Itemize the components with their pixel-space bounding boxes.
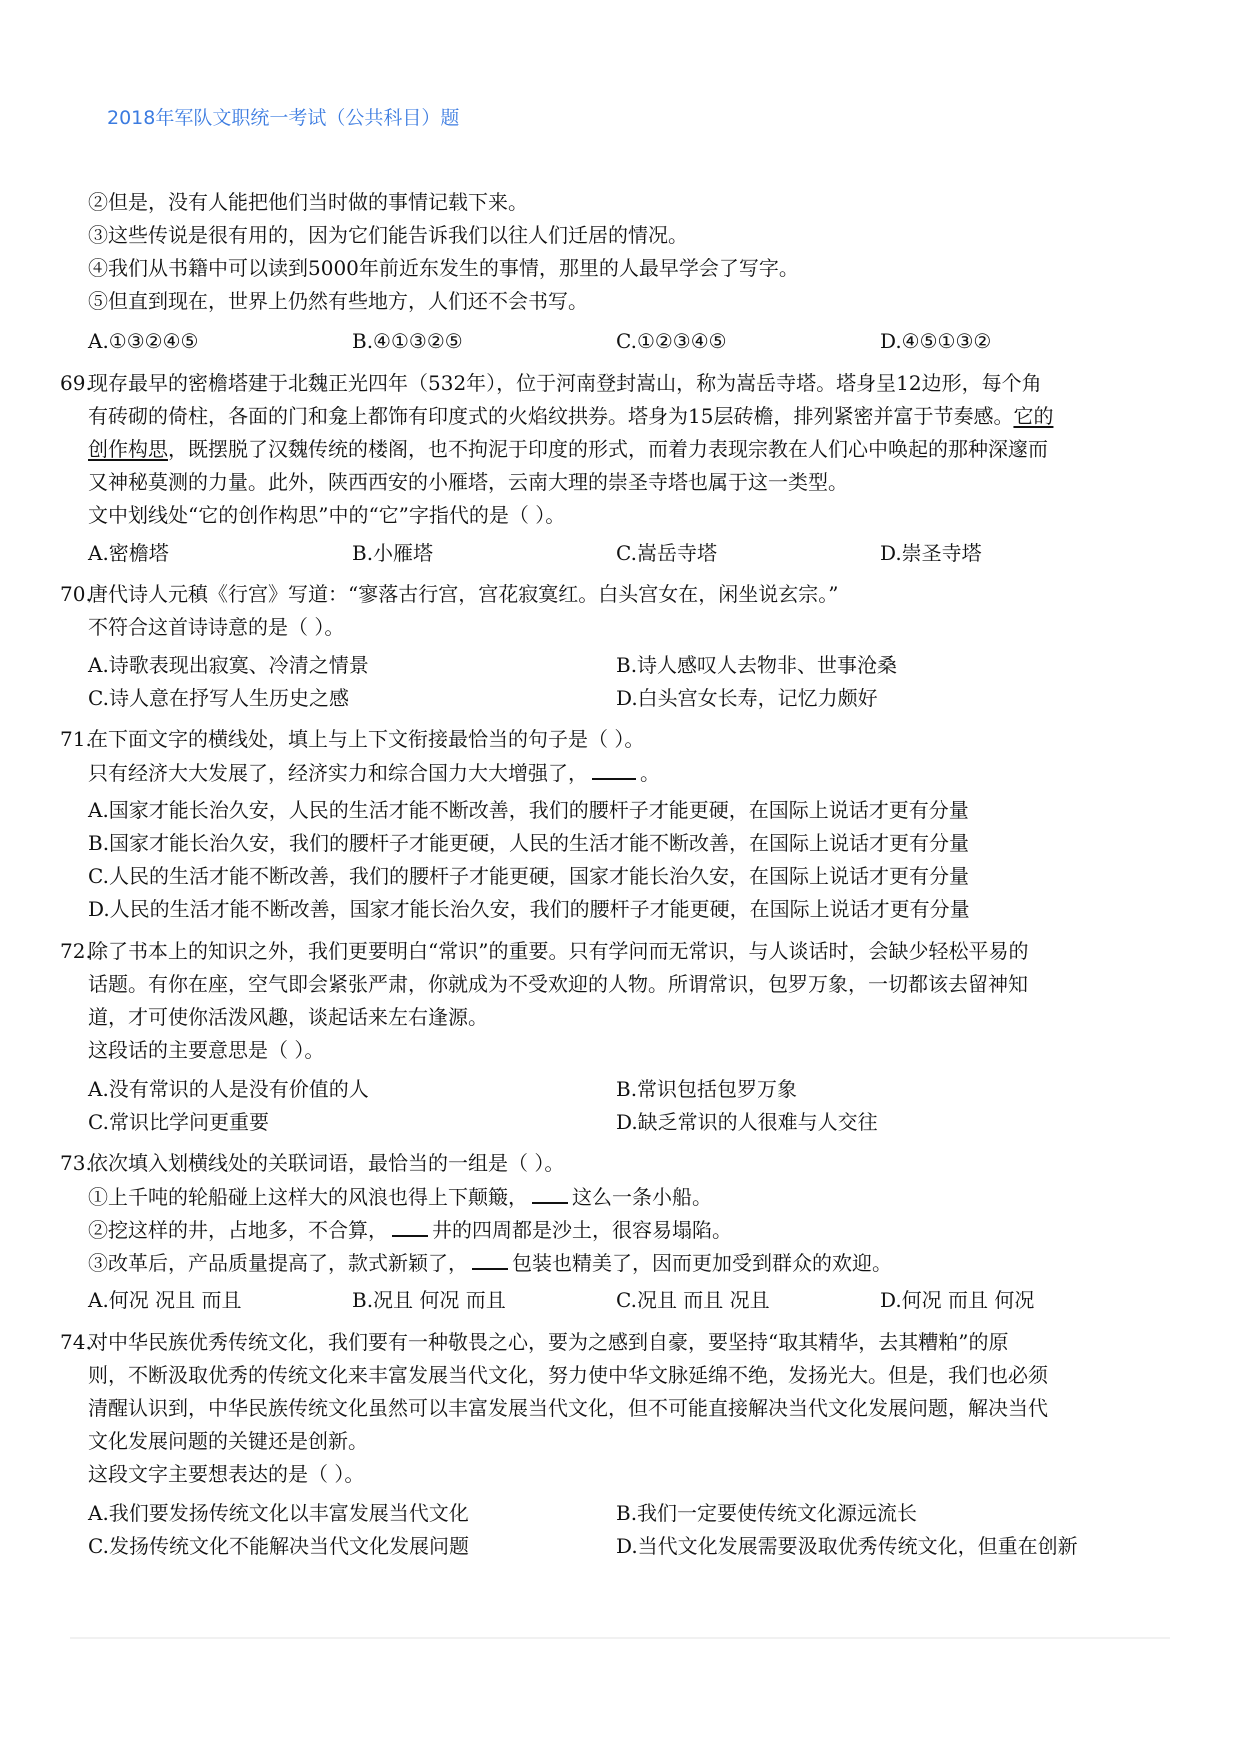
passage-line: 清醒认识到，中华民族传统文化虽然可以丰富发展当代文化，但不可能直接解决当代文化发展问题，解决当代 (88, 1396, 1048, 1420)
passage-line: 道，才可使你活泼风趣，谈起话来左右逢源。 (88, 1005, 488, 1029)
underlined-phrase: 它的 (1013, 404, 1054, 428)
passage-line: 有砖砌的倚柱，各面的门和龛上都饰有印度式的火焰纹拱券。塔身为15层砖檐，排列紧密并富于节奏感。它的 (88, 404, 1054, 428)
fill-item: ③改革后，产品质量提高了，款式新颖了， 包装也精美了，因而更加受到群众的欢迎。 (88, 1251, 892, 1275)
blank-line (592, 760, 636, 780)
option-c: C.诗人意在抒写人生历史之感 (88, 686, 349, 710)
question-stem: 唐代诗人元稹《行宫》写道：“寥落古行宫，宫花寂寞红。白头宫女在，闲坐说玄宗。” (88, 582, 839, 606)
question-number: 73. (60, 1151, 92, 1175)
option-c: C.①②③④⑤ (616, 329, 727, 353)
question-stem: 依次填入划横线处的关联词语，最恰当的一组是（ ）。 (88, 1151, 565, 1175)
passage-line: 现存最早的密檐塔建于北魏正光四年（532年），位于河南登封嵩山，称为嵩岳寺塔。塔身呈12边形，每个角 (88, 371, 1042, 395)
option-c: C.发扬传统文化不能解决当代文化发展问题 (88, 1534, 469, 1558)
passage-line: 创作构思，既摆脱了汉魏传统的楼阁，也不拘泥于印度的形式，而着力表现宗教在人们心中唤起的那种深邃而 (88, 437, 1048, 461)
statement-item: ②但是，没有人能把他们当时做的事情记载下来。 (88, 190, 528, 214)
question-prompt: 这段文字主要想表达的是（ ）。 (88, 1462, 365, 1486)
statement-item: ⑤但直到现在，世界上仍然有些地方，人们还不会书写。 (88, 289, 588, 313)
option-d: D.④⑤①③② (880, 329, 992, 353)
option-c: C.况且 而且 况且 (616, 1288, 770, 1312)
footer-divider (70, 1637, 1170, 1639)
option-a: A.我们要发扬传统文化以丰富发展当代文化 (88, 1501, 469, 1525)
option-d: D.崇圣寺塔 (880, 541, 982, 565)
question-number: 70. (60, 582, 92, 606)
option-d: D.人民的生活才能不断改善，国家才能长治久安，我们的腰杆子才能更硬，在国际上说话才更有分量 (88, 897, 970, 921)
option-a: A.没有常识的人是没有价值的人 (88, 1077, 369, 1101)
option-a: A.诗歌表现出寂寞、冷清之情景 (88, 653, 369, 677)
option-b: B.我们一定要使传统文化源远流长 (616, 1501, 918, 1525)
option-b: B.小雁塔 (352, 541, 434, 565)
option-d: D.缺乏常识的人很难与人交往 (616, 1110, 878, 1134)
question-prompt: 这段话的主要意思是（ ）。 (88, 1038, 325, 1062)
option-c: C.人民的生活才能不断改善，我们的腰杆子才能更硬，国家才能长治久安，在国际上说话才更有分量 (88, 864, 969, 888)
option-b: B.国家才能长治久安，我们的腰杆子才能更硬，人民的生活才能不断改善，在国际上说话才更有分量 (88, 831, 970, 855)
blank-line (532, 1184, 568, 1204)
fill-sentence: 只有经济大大发展了，经济实力和综合国力大大增强了， 。 (88, 761, 660, 785)
option-d: D.当代文化发展需要汲取优秀传统文化，但重在创新 (616, 1534, 1078, 1558)
question-prompt: 文中划线处“它的创作构思”中的“它”字指代的是（ ）。 (88, 503, 566, 527)
blank-line (472, 1250, 508, 1270)
option-a: A.何况 况且 而且 (88, 1288, 242, 1312)
statement-item: ③这些传说是很有用的，因为它们能告诉我们以往人们迁居的情况。 (88, 223, 688, 247)
option-b: B.况且 何况 而且 (352, 1288, 506, 1312)
fill-item: ①上千吨的轮船碰上这样大的风浪也得上下颠簸， 这么一条小船。 (88, 1185, 712, 1209)
option-c: C.嵩岳寺塔 (616, 541, 717, 565)
option-d: D.白头宫女长寿，记忆力颇好 (616, 686, 878, 710)
statement-item: ④我们从书籍中可以读到5000年前近东发生的事情，那里的人最早学会了写字。 (88, 256, 799, 280)
option-a: A.国家才能长治久安，人民的生活才能不断改善，我们的腰杆子才能更硬，在国际上说话才更有分量 (88, 798, 969, 822)
option-b: B.④①③②⑤ (352, 329, 463, 353)
passage-line: 对中华民族优秀传统文化，我们要有一种敬畏之心，要为之感到自豪，要坚持“取其精华，去其糟粕”的原 (88, 1330, 1009, 1354)
question-prompt: 不符合这首诗诗意的是（ ）。 (88, 615, 345, 639)
option-d: D.何况 而且 何况 (880, 1288, 1035, 1312)
blank-line (392, 1217, 428, 1237)
underlined-phrase: 创作构思 (88, 437, 168, 461)
passage-line: 除了书本上的知识之外，我们更要明白“常识”的重要。只有学问而无常识，与人谈话时，会缺少轻松平易的 (88, 939, 1029, 963)
option-c: C.常识比学问更重要 (88, 1110, 269, 1134)
question-number: 74. (60, 1330, 92, 1354)
question-number: 72. (60, 939, 92, 963)
passage-line: 话题。有你在座，空气即会紧张严肃，你就成为不受欢迎的人物。所谓常识，包罗万象，一切都该去留神知 (88, 972, 1028, 996)
passage-line: 又神秘莫测的力量。此外，陕西西安的小雁塔，云南大理的崇圣寺塔也属于这一类型。 (88, 470, 848, 494)
fill-item: ②挖这样的井，占地多，不合算， 井的四周都是沙土，很容易塌陷。 (88, 1218, 732, 1242)
question-number: 71. (60, 727, 92, 751)
option-a: A.密檐塔 (88, 541, 169, 565)
option-b: B.诗人感叹人去物非、世事沧桑 (616, 653, 898, 677)
passage-line: 文化发展问题的关键还是创新。 (88, 1429, 368, 1453)
passage-line: 则，不断汲取优秀的传统文化来丰富发展当代文化，努力使中华文脉延绵不绝，发扬光大。但是，我们也必须 (88, 1363, 1048, 1387)
question-number: 69. (60, 371, 92, 395)
question-stem: 在下面文字的横线处，填上与上下文衔接最恰当的句子是（ ）。 (88, 727, 645, 751)
document-header-title: 2018年军队文职统一考试（公共科目）题 (107, 107, 460, 129)
option-b: B.常识包括包罗万象 (616, 1077, 798, 1101)
option-a: A.①③②④⑤ (88, 329, 199, 353)
